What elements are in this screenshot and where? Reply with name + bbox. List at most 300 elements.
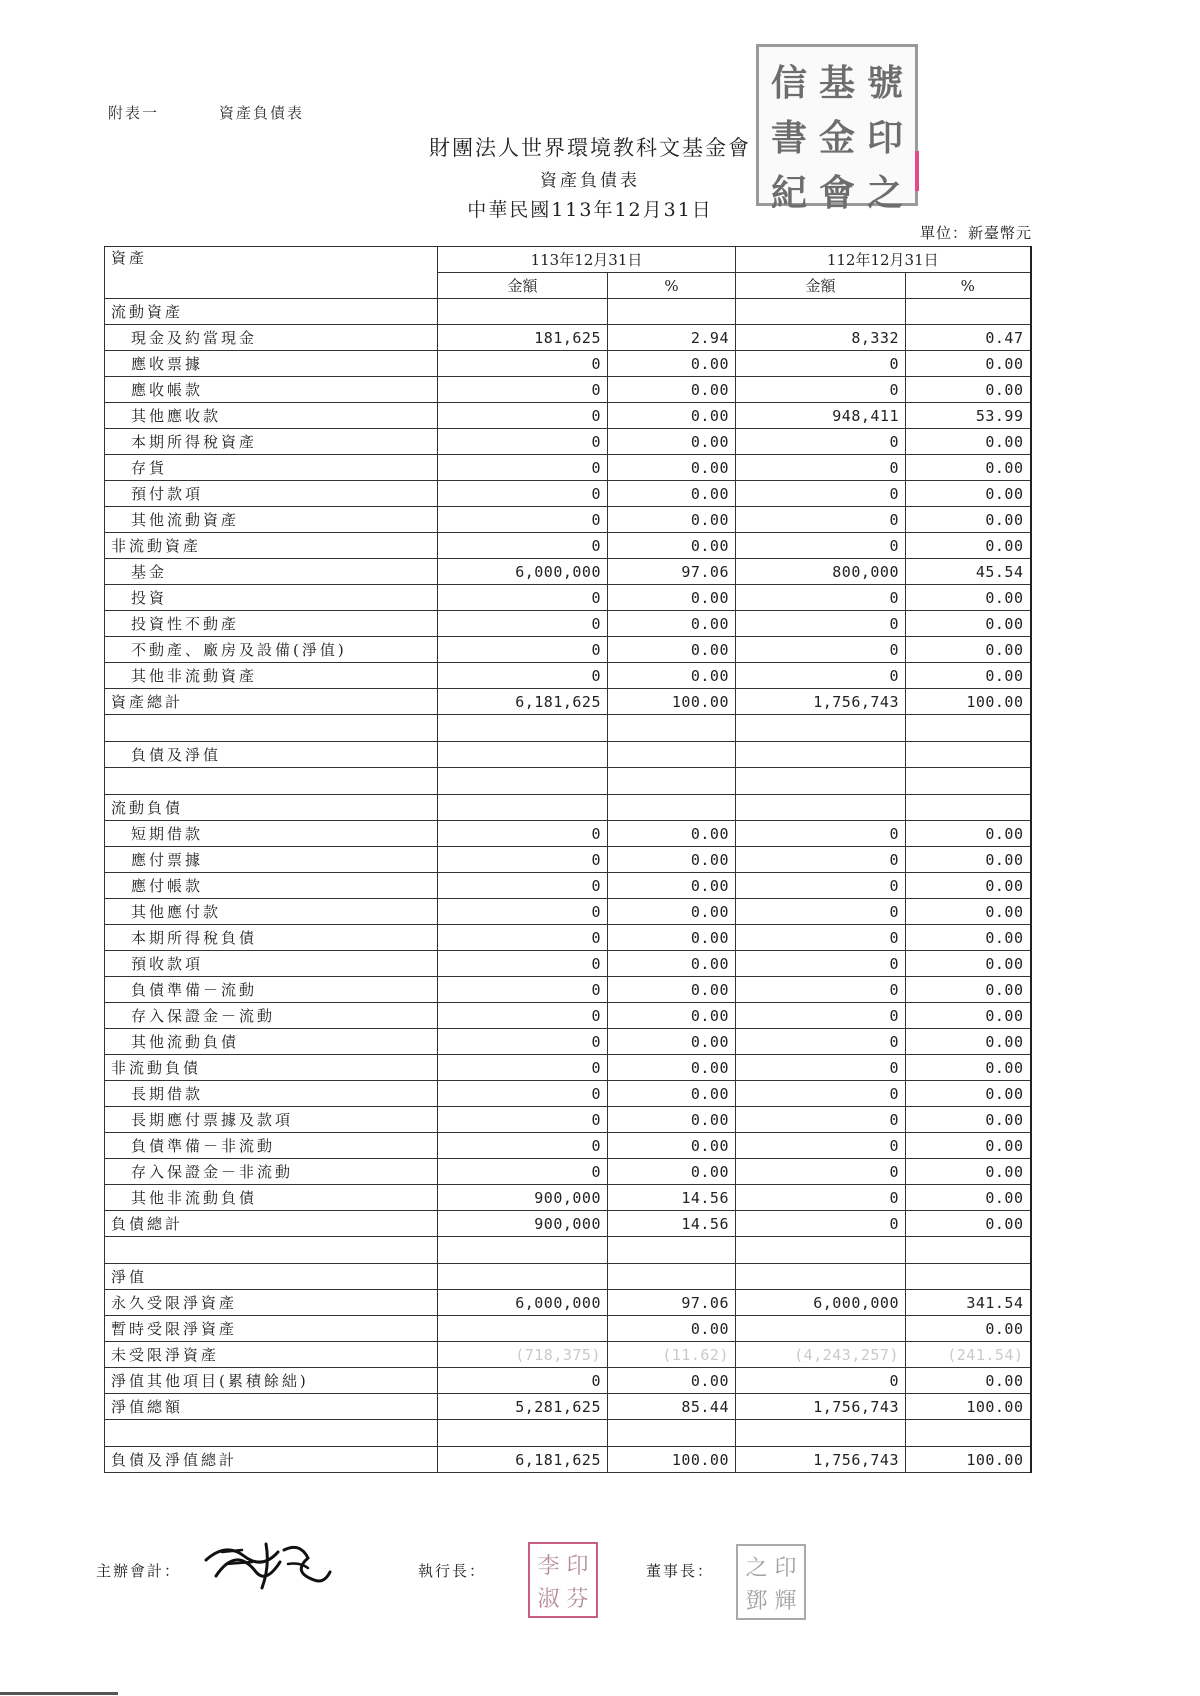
table-row	[105, 559, 1031, 585]
row-label: 長期應付票據及款項	[105, 1107, 438, 1133]
cell-pct-prior: 0.00	[906, 873, 1031, 899]
cell-amount-current: 6,000,000	[438, 1290, 608, 1316]
cell-amount-current: 0	[438, 899, 608, 925]
organization-seal-icon	[756, 44, 918, 214]
table-row	[105, 873, 1031, 899]
row-label: 投資	[105, 585, 438, 611]
cell-pct-prior	[906, 742, 1031, 768]
table-row	[105, 1264, 1031, 1290]
chairman-seal-icon	[736, 1544, 806, 1620]
cell-amount-current	[438, 1264, 608, 1290]
table-row	[105, 403, 1031, 429]
annex-number: 附表一	[108, 104, 160, 122]
row-label: 本期所得稅負債	[105, 925, 438, 951]
seal-char: 鄧	[745, 1589, 768, 1614]
cell-amount-current	[438, 1316, 608, 1342]
table-row	[105, 1185, 1031, 1211]
cell-pct-prior: 0.47	[906, 325, 1031, 351]
cell-pct-current	[608, 768, 736, 795]
cell-amount-current: 0	[438, 351, 608, 377]
table-row	[105, 429, 1031, 455]
cell-amount-current: 0	[438, 951, 608, 977]
cell-pct-current: 0.00	[608, 481, 736, 507]
seal-char: 印	[566, 1554, 589, 1579]
cell-pct-prior	[906, 1237, 1031, 1264]
row-label: 應付票據	[105, 847, 438, 873]
cell-amount-prior: 0	[736, 455, 906, 481]
cell-amount-prior: 0	[736, 1003, 906, 1029]
cell-amount-prior: 0	[736, 925, 906, 951]
cell-pct-current: 97.06	[608, 1290, 736, 1316]
cell-pct-prior: 100.00	[906, 1394, 1031, 1420]
cell-pct-prior: 0.00	[906, 1055, 1031, 1081]
cell-pct-current: 0.00	[608, 1107, 736, 1133]
cell-amount-prior	[736, 1420, 906, 1447]
cell-amount-prior: 0	[736, 1107, 906, 1133]
row-label: 其他應付款	[105, 899, 438, 925]
seal-char: 信	[770, 62, 807, 104]
cell-pct-current: 0.00	[608, 977, 736, 1003]
cell-amount-current: 0	[438, 1133, 608, 1159]
cell-pct-current: 0.00	[608, 847, 736, 873]
row-label	[105, 768, 438, 795]
row-label: 短期借款	[105, 821, 438, 847]
seal-char: 芬	[566, 1587, 589, 1612]
table-row	[105, 611, 1031, 637]
cell-amount-prior: 0	[736, 1211, 906, 1237]
cell-amount-current: 5,281,625	[438, 1394, 608, 1420]
table-row	[105, 821, 1031, 847]
cell-pct-prior: 0.00	[906, 351, 1031, 377]
cell-pct-prior: 0.00	[906, 951, 1031, 977]
cell-amount-current: 6,181,625	[438, 689, 608, 715]
row-label: 應收票據	[105, 351, 438, 377]
cell-amount-prior: 8,332	[736, 325, 906, 351]
cell-amount-current	[438, 1420, 608, 1447]
row-label: 其他流動資產	[105, 507, 438, 533]
cell-amount-prior: 1,756,743	[736, 1447, 906, 1473]
cell-pct-current: 85.44	[608, 1394, 736, 1420]
table-row	[105, 951, 1031, 977]
cell-amount-current: 0	[438, 1107, 608, 1133]
cell-pct-prior: 0.00	[906, 1003, 1031, 1029]
row-label: 存入保證金－流動	[105, 1003, 438, 1029]
cell-pct-current: 0.00	[608, 1133, 736, 1159]
row-label: 永久受限淨資產	[105, 1290, 438, 1316]
cell-pct-current: 0.00	[608, 403, 736, 429]
cell-amount-prior: 0	[736, 1029, 906, 1055]
cell-pct-current: 0.00	[608, 821, 736, 847]
seal-char: 之	[866, 172, 903, 214]
seal-char: 基	[818, 62, 855, 104]
row-label	[105, 715, 438, 742]
cell-pct-prior: 0.00	[906, 821, 1031, 847]
table-row	[105, 1133, 1031, 1159]
table-row	[105, 715, 1031, 742]
cell-amount-prior: 1,756,743	[736, 1394, 906, 1420]
scan-edge-mark	[0, 1692, 118, 1695]
cell-pct-current: 0.00	[608, 873, 736, 899]
cell-pct-current: 0.00	[608, 1368, 736, 1394]
cell-pct-current: 0.00	[608, 1316, 736, 1342]
row-label: 預付款項	[105, 481, 438, 507]
period-prior-header: 112年12月31日	[736, 247, 1031, 273]
row-label: 負債準備－流動	[105, 977, 438, 1003]
cell-pct-current	[608, 742, 736, 768]
row-label: 淨值總額	[105, 1394, 438, 1420]
cell-amount-current: (718,375)	[438, 1342, 608, 1368]
amount-header-prior: 金額	[736, 273, 906, 299]
cell-amount-prior: 0	[736, 847, 906, 873]
seal-char: 印	[774, 1556, 797, 1581]
row-label: 流動負債	[105, 795, 438, 821]
annex-label	[108, 102, 304, 123]
executive-seal-icon	[528, 1542, 598, 1618]
row-label: 非流動資產	[105, 533, 438, 559]
cell-amount-current	[438, 715, 608, 742]
table-row	[105, 689, 1031, 715]
row-label: 其他非流動資產	[105, 663, 438, 689]
cell-pct-prior: 0.00	[906, 637, 1031, 663]
cell-pct-prior: (241.54)	[906, 1342, 1031, 1368]
row-label: 存入保證金－非流動	[105, 1159, 438, 1185]
cell-pct-prior: 0.00	[906, 1159, 1031, 1185]
cell-pct-prior: 0.00	[906, 847, 1031, 873]
table-row	[105, 795, 1031, 821]
table-row	[105, 1420, 1031, 1447]
row-label: 淨值其他項目(累積餘絀)	[105, 1368, 438, 1394]
cell-amount-prior: 0	[736, 611, 906, 637]
cell-pct-current	[608, 715, 736, 742]
cell-pct-current: 0.00	[608, 585, 736, 611]
table-row	[105, 1342, 1031, 1368]
cell-pct-prior: 0.00	[906, 1316, 1031, 1342]
row-label: 投資性不動產	[105, 611, 438, 637]
cell-amount-current: 900,000	[438, 1185, 608, 1211]
cell-pct-prior: 0.00	[906, 585, 1031, 611]
cell-pct-prior: 100.00	[906, 689, 1031, 715]
cell-pct-prior: 100.00	[906, 1447, 1031, 1473]
cell-amount-current: 0	[438, 533, 608, 559]
cell-pct-prior	[906, 795, 1031, 821]
cell-pct-current: 14.56	[608, 1211, 736, 1237]
row-label: 負債總計	[105, 1211, 438, 1237]
cell-amount-current: 0	[438, 637, 608, 663]
pct-header-prior: %	[906, 273, 1031, 299]
cell-pct-prior: 0.00	[906, 899, 1031, 925]
cell-amount-prior: 1,756,743	[736, 689, 906, 715]
row-label: 本期所得稅資產	[105, 429, 438, 455]
cell-pct-prior: 0.00	[906, 507, 1031, 533]
cell-pct-prior: 0.00	[906, 1185, 1031, 1211]
cell-pct-prior	[906, 1264, 1031, 1290]
accountant-label: 主辦會計：	[96, 1562, 182, 1580]
cell-amount-prior: 0	[736, 429, 906, 455]
table-row	[105, 742, 1031, 768]
table-row	[105, 1081, 1031, 1107]
cell-amount-current: 0	[438, 377, 608, 403]
cell-amount-prior: 948,411	[736, 403, 906, 429]
cell-amount-current: 0	[438, 455, 608, 481]
seal-char: 淑	[537, 1587, 560, 1612]
cell-amount-current: 0	[438, 1029, 608, 1055]
row-label: 暫時受限淨資產	[105, 1316, 438, 1342]
cell-amount-current: 0	[438, 1081, 608, 1107]
cell-amount-prior	[736, 715, 906, 742]
cell-amount-prior	[736, 768, 906, 795]
cell-amount-current: 0	[438, 925, 608, 951]
cell-pct-current	[608, 795, 736, 821]
table-body	[105, 299, 1031, 1473]
chairman-label: 董事長：	[646, 1562, 715, 1580]
table-row	[105, 768, 1031, 795]
cell-pct-current	[608, 1420, 736, 1447]
table-row	[105, 507, 1031, 533]
amount-header-current: 金額	[438, 273, 608, 299]
cell-pct-prior: 53.99	[906, 403, 1031, 429]
cell-amount-prior: 0	[736, 899, 906, 925]
row-label: 資產總計	[105, 689, 438, 715]
currency-unit: 單位：新臺幣元	[919, 224, 1032, 242]
cell-amount-current: 181,625	[438, 325, 608, 351]
cell-pct-current: 0.00	[608, 1159, 736, 1185]
table-row	[105, 1211, 1031, 1237]
table-row	[105, 299, 1031, 325]
table-row	[105, 455, 1031, 481]
row-label: 應收帳款	[105, 377, 438, 403]
table-row	[105, 1159, 1031, 1185]
cell-pct-current: 100.00	[608, 689, 736, 715]
cell-amount-prior: 0	[736, 1055, 906, 1081]
cell-amount-current	[438, 768, 608, 795]
seal-char: 印	[866, 117, 903, 159]
account-column-header: 資產	[105, 247, 438, 299]
cell-pct-current: 97.06	[608, 559, 736, 585]
cell-pct-prior: 0.00	[906, 455, 1031, 481]
row-label: 流動資產	[105, 299, 438, 325]
cell-amount-current	[438, 299, 608, 325]
cell-amount-prior: (4,243,257)	[736, 1342, 906, 1368]
cell-pct-prior: 0.00	[906, 377, 1031, 403]
cell-pct-current: 0.00	[608, 899, 736, 925]
seal-char: 金	[818, 117, 855, 159]
seal-char: 之	[745, 1556, 768, 1581]
cell-pct-current: 0.00	[608, 637, 736, 663]
cell-amount-prior	[736, 795, 906, 821]
cell-amount-prior: 0	[736, 821, 906, 847]
cell-amount-prior	[736, 742, 906, 768]
cell-pct-current: 0.00	[608, 351, 736, 377]
cell-pct-current: 0.00	[608, 1055, 736, 1081]
row-label: 未受限淨資產	[105, 1342, 438, 1368]
cell-amount-prior: 0	[736, 377, 906, 403]
organization-name: 財團法人世界環境教科文基金會	[429, 136, 751, 160]
balance-sheet-table	[104, 246, 1032, 1473]
seal-char: 輝	[774, 1589, 797, 1614]
row-label: 非流動負債	[105, 1055, 438, 1081]
row-label: 負債及淨值	[105, 742, 438, 768]
cell-pct-prior	[906, 299, 1031, 325]
cell-amount-prior	[736, 1316, 906, 1342]
cell-amount-current: 0	[438, 847, 608, 873]
cell-amount-current: 0	[438, 1368, 608, 1394]
cell-pct-current: 0.00	[608, 1029, 736, 1055]
cell-amount-current: 0	[438, 507, 608, 533]
cell-amount-prior: 0	[736, 507, 906, 533]
cell-pct-prior: 0.00	[906, 611, 1031, 637]
statement-title: 資產負債表	[540, 171, 640, 191]
row-label: 負債及淨值總計	[105, 1447, 438, 1473]
cell-amount-current: 0	[438, 585, 608, 611]
table-row	[105, 1107, 1031, 1133]
cell-pct-prior: 45.54	[906, 559, 1031, 585]
cell-pct-current: 0.00	[608, 377, 736, 403]
cell-amount-prior	[736, 299, 906, 325]
cell-pct-prior: 0.00	[906, 1133, 1031, 1159]
header-row-periods	[105, 247, 1031, 273]
table-row	[105, 1290, 1031, 1316]
cell-amount-prior: 0	[736, 585, 906, 611]
seal-char: 會	[818, 172, 855, 214]
table-row	[105, 637, 1031, 663]
cell-pct-current: 2.94	[608, 325, 736, 351]
row-label: 應付帳款	[105, 873, 438, 899]
cell-amount-current: 900,000	[438, 1211, 608, 1237]
cell-amount-current: 0	[438, 1159, 608, 1185]
row-label	[105, 1237, 438, 1264]
cell-pct-prior: 0.00	[906, 1107, 1031, 1133]
cell-amount-prior: 0	[736, 873, 906, 899]
cell-pct-prior: 0.00	[906, 481, 1031, 507]
cell-pct-current: 0.00	[608, 455, 736, 481]
cell-pct-current: 0.00	[608, 429, 736, 455]
table-row	[105, 533, 1031, 559]
row-label: 其他應收款	[105, 403, 438, 429]
row-label	[105, 1420, 438, 1447]
cell-amount-current: 0	[438, 1003, 608, 1029]
cell-pct-prior	[906, 768, 1031, 795]
cell-pct-current: 0.00	[608, 951, 736, 977]
table-row	[105, 925, 1031, 951]
signature-footer	[96, 1542, 1096, 1642]
cell-amount-prior: 0	[736, 1185, 906, 1211]
cell-pct-current: 100.00	[608, 1447, 736, 1473]
table-row	[105, 585, 1031, 611]
cell-pct-current: 14.56	[608, 1185, 736, 1211]
cell-amount-current	[438, 742, 608, 768]
cell-pct-current: 0.00	[608, 663, 736, 689]
cell-amount-prior	[736, 1237, 906, 1264]
cell-pct-prior: 0.00	[906, 1029, 1031, 1055]
seal-char: 號	[866, 62, 903, 104]
table-row	[105, 1368, 1031, 1394]
executive-label: 執行長：	[418, 1562, 487, 1580]
cell-pct-current: 0.00	[608, 507, 736, 533]
cell-amount-prior: 0	[736, 1133, 906, 1159]
cell-amount-current: 0	[438, 663, 608, 689]
cell-amount-prior: 0	[736, 1159, 906, 1185]
annex-name: 資產負債表	[219, 104, 305, 122]
cell-pct-current: 0.00	[608, 1081, 736, 1107]
cell-pct-prior: 0.00	[906, 429, 1031, 455]
table-row	[105, 377, 1031, 403]
row-label: 存貨	[105, 455, 438, 481]
cell-amount-current: 0	[438, 481, 608, 507]
table-row	[105, 481, 1031, 507]
table-row	[105, 1055, 1031, 1081]
cell-pct-current: 0.00	[608, 1003, 736, 1029]
cell-pct-current: (11.62)	[608, 1342, 736, 1368]
seal-char: 李	[537, 1554, 560, 1579]
cell-amount-current: 0	[438, 977, 608, 1003]
row-label: 淨值	[105, 1264, 438, 1290]
cell-amount-prior: 0	[736, 977, 906, 1003]
row-label: 現金及約當現金	[105, 325, 438, 351]
table-row	[105, 351, 1031, 377]
cell-amount-prior: 0	[736, 637, 906, 663]
table-row	[105, 1237, 1031, 1264]
cell-pct-prior: 0.00	[906, 925, 1031, 951]
period-current-header: 113年12月31日	[438, 247, 736, 273]
cell-amount-current: 6,181,625	[438, 1447, 608, 1473]
cell-pct-prior: 0.00	[906, 1081, 1031, 1107]
cell-pct-prior: 341.54	[906, 1290, 1031, 1316]
row-label: 基金	[105, 559, 438, 585]
cell-amount-current: 0	[438, 429, 608, 455]
cell-amount-prior: 0	[736, 481, 906, 507]
cell-amount-current	[438, 1237, 608, 1264]
cell-amount-current	[438, 795, 608, 821]
row-label: 預收款項	[105, 951, 438, 977]
table-row	[105, 977, 1031, 1003]
cell-amount-current: 0	[438, 873, 608, 899]
table-row	[105, 1029, 1031, 1055]
seal-char: 書	[770, 117, 807, 159]
table-row	[105, 899, 1031, 925]
cell-pct-current	[608, 1237, 736, 1264]
cell-amount-prior: 0	[736, 351, 906, 377]
table-row	[105, 1447, 1031, 1473]
cell-amount-prior: 0	[736, 663, 906, 689]
seal-char: 紀	[770, 172, 807, 214]
cell-amount-prior: 800,000	[736, 559, 906, 585]
cell-amount-current: 0	[438, 821, 608, 847]
cell-pct-prior: 0.00	[906, 977, 1031, 1003]
row-label: 其他流動負債	[105, 1029, 438, 1055]
table-row	[105, 325, 1031, 351]
cell-amount-prior: 0	[736, 1368, 906, 1394]
row-label: 長期借款	[105, 1081, 438, 1107]
table-row	[105, 1003, 1031, 1029]
row-label: 其他非流動負債	[105, 1185, 438, 1211]
cell-pct-current: 0.00	[608, 925, 736, 951]
cell-amount-prior: 6,000,000	[736, 1290, 906, 1316]
table-row	[105, 1394, 1031, 1420]
cell-pct-current: 0.00	[608, 611, 736, 637]
cell-amount-current: 0	[438, 611, 608, 637]
cell-amount-current: 0	[438, 1055, 608, 1081]
cell-amount-prior	[736, 1264, 906, 1290]
accountant-signature-icon	[196, 1532, 336, 1592]
cell-pct-prior: 0.00	[906, 1368, 1031, 1394]
row-label: 不動產、廠房及設備(淨值)	[105, 637, 438, 663]
cell-pct-prior: 0.00	[906, 533, 1031, 559]
cell-pct-prior	[906, 1420, 1031, 1447]
table-row	[105, 847, 1031, 873]
cell-pct-current	[608, 299, 736, 325]
report-date: 中華民國113年12月31日	[467, 199, 713, 221]
cell-pct-prior: 0.00	[906, 663, 1031, 689]
